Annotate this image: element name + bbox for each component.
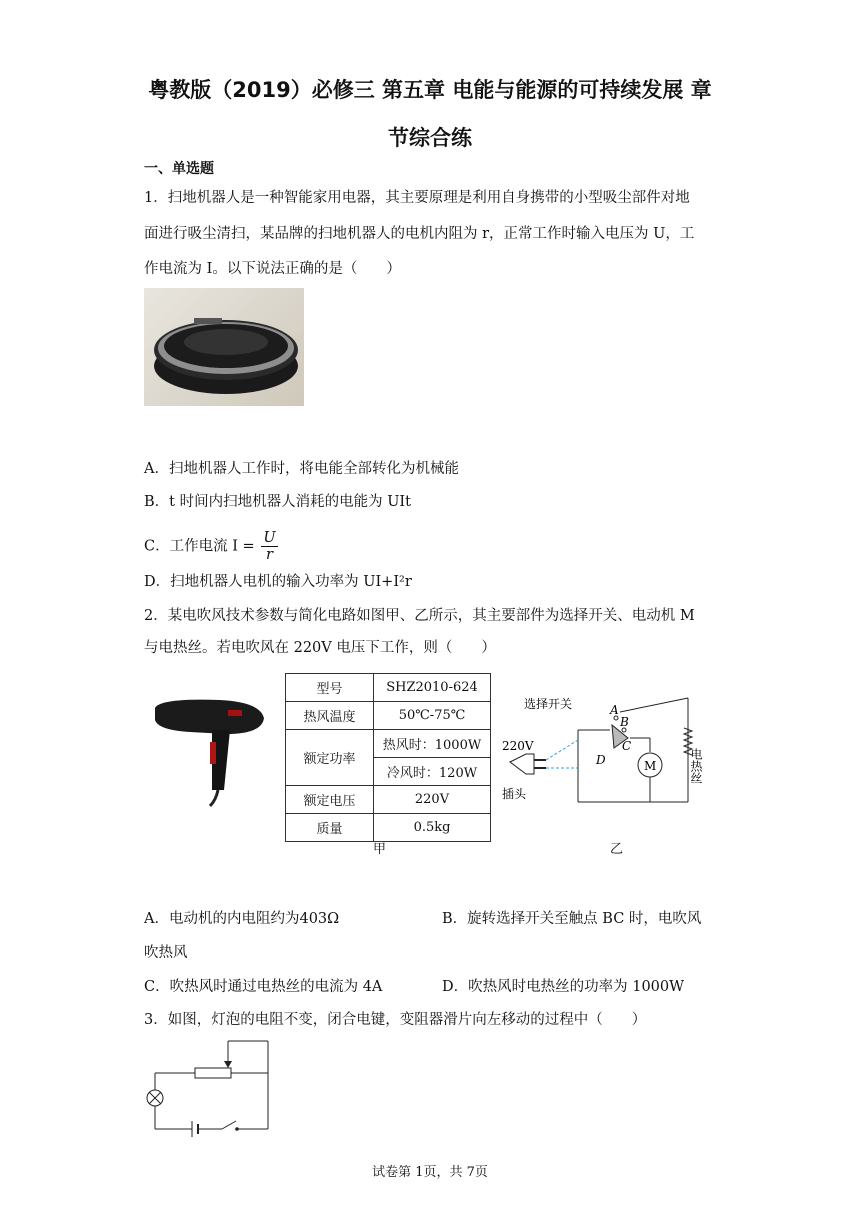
svg-text:A: A	[610, 703, 619, 717]
q1-stem-line2: 面进行吸尘清扫，某品牌的扫地机器人的电机内阻为 r，正常工作时输入电压为 U，工	[144, 226, 695, 242]
q1-option-c: C．工作电流 I = $\frac{U}{r}$	[144, 530, 276, 563]
lamp-rheostat-circuit	[140, 1035, 280, 1145]
svg-text:插头: 插头	[502, 787, 527, 801]
q2-option-c: C．吹热风时通过电热丝的电流为 4A	[144, 979, 383, 995]
page-footer: 试卷第 1页，共 7页	[372, 1165, 488, 1180]
q2-option-d: D．吹热风时电热丝的功率为 1000W	[442, 979, 685, 995]
section-heading: 一、单选题	[144, 161, 214, 177]
q2-stem-line1: 2．某电吹风技术参数与简化电路如图甲、乙所示，其主要部件为选择开关、电动机 M	[144, 608, 695, 624]
robot-vacuum-photo	[144, 288, 304, 406]
q1-option-a: A．扫地机器人工作时，将电能全部转化为机械能	[144, 461, 459, 477]
dryer-circuit-diagram	[500, 690, 720, 815]
svg-text:B: B	[620, 715, 629, 729]
q1-stem-line1: 1．扫地机器人是一种智能家用电器，其主要原理是利用自身携带的小型吸尘部件对地	[144, 190, 690, 206]
q1-stem-line3: 作电流为 I。以下说法正确的是（ ）	[144, 261, 401, 277]
q2-option-b-line2: 吹热风	[144, 945, 188, 961]
q1-option-d: D．扫地机器人电机的输入功率为 UI+I²r	[144, 574, 412, 590]
hair-dryer-photo	[150, 690, 270, 808]
q2-option-b-line1: B．旋转选择开关至触点 BC 时，电吹风	[442, 911, 702, 927]
svg-text:C: C	[622, 739, 632, 753]
q2-option-a: A．电动机的内电阻约为403Ω	[144, 911, 340, 927]
page-title-line1: 粤教版（2019）必修三 第五章 电能与能源的可持续发展 章	[148, 78, 712, 102]
page-title-line2: 节综合练	[388, 126, 472, 150]
caption-yi: 乙	[610, 842, 624, 857]
svg-text:M: M	[644, 759, 657, 773]
q2-stem-line2: 与电热丝。若电吹风在 220V 电压下工作，则（ ）	[144, 640, 496, 656]
switch-label: 选择开关	[524, 697, 573, 711]
svg-text:220V: 220V	[502, 739, 534, 753]
q1-option-b: B．t 时间内扫地机器人消耗的电能为 UIt	[144, 494, 411, 510]
spec-table: 型号 SHZ2010-624 热风温度 50℃-75℃ 额定功率 热风时：1000W 冷风时：120W 额定电压 220V 质量 0.5kg	[285, 673, 491, 842]
caption-jia: 甲	[373, 842, 387, 857]
svg-text:D: D	[596, 753, 606, 767]
q3-stem-line1: 3．如图，灯泡的电阻不变，闭合电键，变阻器滑片向左移动的过程中（ ）	[144, 1012, 647, 1028]
svg-text:电热丝: 电热丝	[689, 748, 703, 784]
